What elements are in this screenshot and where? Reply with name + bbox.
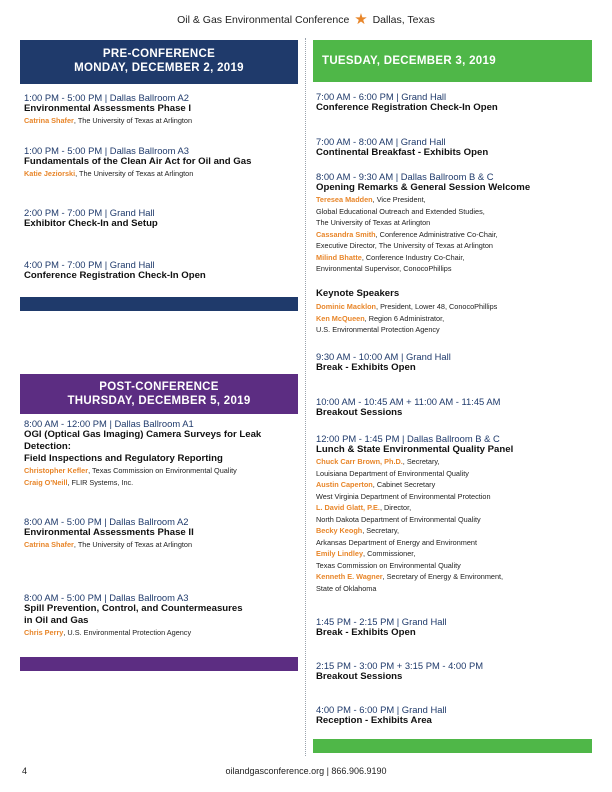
tue-reception bbox=[316, 704, 596, 727]
speaker-name: Dominic Macklon bbox=[316, 302, 377, 311]
speaker-role: , Commissioner, bbox=[363, 549, 416, 558]
session-title: Breakout Sessions bbox=[316, 407, 403, 418]
session-title-line-2: Detection: bbox=[24, 441, 71, 452]
session-speaker bbox=[316, 301, 596, 313]
session-speaker bbox=[316, 229, 596, 241]
session-speaker bbox=[24, 115, 296, 127]
tuesday-date: TUESDAY, DECEMBER 3, 2019 bbox=[322, 55, 496, 67]
speaker-name: Chris Perry bbox=[24, 628, 64, 637]
speaker-name: Kenneth E. Wagner bbox=[316, 572, 383, 581]
speaker-name: Emily Lindley bbox=[316, 549, 364, 558]
speaker-affiliation: North Dakota Department of Environmental Quality bbox=[316, 514, 481, 524]
speaker-name: Milind Bhatte bbox=[316, 252, 362, 262]
session-title: Fundamentals of the Clean Air Act for Oil and Gas bbox=[24, 156, 252, 167]
speaker-name: Ken McQueen bbox=[316, 313, 365, 323]
header-location: Dallas, Texas bbox=[372, 14, 435, 26]
session-time: 8:00 AM - 5:00 PM | Dallas Ballroom A2 bbox=[24, 516, 189, 527]
session-time: 8:00 AM - 12:00 PM | Dallas Ballroom A1 bbox=[24, 418, 194, 429]
speaker-name: Craig O'Neill bbox=[24, 477, 68, 487]
session-title: Reception - Exhibits Area bbox=[316, 715, 432, 726]
speaker-affiliation: Louisiana Department of Environmental Quality bbox=[316, 468, 469, 478]
session-time: 8:00 AM - 9:30 AM | Dallas Ballroom B & C bbox=[316, 171, 494, 182]
post-conference-date: THURSDAY, DECEMBER 5, 2019 bbox=[67, 395, 251, 407]
speaker-role: , Conference Industry Co-Chair, bbox=[361, 252, 465, 262]
session-title: Environmental Assessments Phase I bbox=[24, 103, 192, 114]
speaker-affiliation: , U.S. Environmental Protection Agency bbox=[63, 628, 192, 637]
star-icon: ★ bbox=[354, 11, 368, 28]
pre-session-4 bbox=[24, 259, 296, 282]
tuesday-footer-bar bbox=[313, 739, 592, 753]
footer-contact: oilandgasconference.org | 866.906.9190 bbox=[225, 766, 387, 776]
session-title: Breakout Sessions bbox=[316, 671, 403, 682]
session-speaker bbox=[316, 525, 596, 537]
speaker-name: Austin Caperton bbox=[316, 480, 373, 489]
session-title-line-1: OGI (Optical Gas Imaging) Camera Surveys for Leak bbox=[24, 429, 262, 440]
session-title: Opening Remarks & General Session Welcome bbox=[316, 182, 531, 193]
post-session-1 bbox=[24, 418, 296, 488]
speaker-name: Catrina Shafer bbox=[24, 540, 74, 549]
speaker-role: , Secretary, bbox=[362, 526, 400, 535]
pre-conference-date: MONDAY, DECEMBER 2, 2019 bbox=[74, 62, 244, 74]
tue-break-1 bbox=[316, 351, 596, 374]
session-speaker bbox=[24, 477, 296, 489]
session-title: Exhibitor Check-In and Setup bbox=[24, 218, 158, 229]
speaker-role: , Secretary, bbox=[402, 457, 440, 466]
speaker-affiliation: U.S. Environmental Protection Agency bbox=[316, 325, 440, 334]
speaker-affiliation: , President, Lower 48, ConocoPhillips bbox=[376, 302, 498, 311]
speaker-name: Cassandra Smith bbox=[316, 229, 376, 239]
speaker-name: Katie Jeziorski bbox=[24, 169, 76, 178]
speaker-affiliation: State of Oklahoma bbox=[316, 583, 377, 593]
pre-conference-label: PRE-CONFERENCE bbox=[102, 48, 216, 60]
tue-break-2 bbox=[316, 616, 596, 639]
session-speaker bbox=[316, 313, 596, 325]
speaker-name: Becky Keogh bbox=[316, 526, 363, 535]
tue-breakfast bbox=[316, 136, 596, 159]
post-conference-label: POST-CONFERENCE bbox=[99, 381, 219, 393]
session-speaker bbox=[316, 456, 596, 468]
session-speaker bbox=[24, 465, 296, 477]
session-title: Environmental Assessments Phase II bbox=[24, 527, 194, 538]
session-time: 1:00 PM - 5:00 PM | Dallas Ballroom A2 bbox=[24, 92, 190, 103]
pre-session-3 bbox=[24, 207, 296, 230]
tue-lunch-panel bbox=[316, 433, 596, 594]
speaker-role: , Director, bbox=[379, 503, 412, 512]
pre-session-2 bbox=[24, 145, 296, 180]
tue-opening-session bbox=[316, 171, 596, 275]
post-session-3 bbox=[24, 592, 296, 639]
tue-keynote bbox=[316, 288, 596, 336]
running-header bbox=[0, 10, 612, 28]
session-speaker bbox=[316, 194, 596, 206]
session-time: 8:00 AM - 5:00 PM | Dallas Ballroom A3 bbox=[24, 592, 189, 603]
session-time: 2:00 PM - 7:00 PM | Grand Hall bbox=[24, 207, 155, 218]
session-title: Continental Breakfast - Exhibits Open bbox=[316, 147, 489, 158]
page-number: 4 bbox=[22, 766, 28, 776]
session-title: Keynote Speakers bbox=[316, 288, 400, 299]
header-conference-name: Oil & Gas Environmental Conference bbox=[177, 14, 350, 26]
speaker-role: , Secretary of Energy & Environment, bbox=[382, 572, 504, 581]
speaker-affiliation: , The University of Texas at Arlington bbox=[75, 169, 194, 178]
session-time: 4:00 PM - 6:00 PM | Grand Hall bbox=[316, 704, 447, 715]
speaker-name: L. David Glatt, P.E. bbox=[316, 503, 380, 512]
tue-breakout-1 bbox=[316, 396, 596, 419]
session-time: 2:15 PM - 3:00 PM + 3:15 PM - 4:00 PM bbox=[316, 660, 484, 671]
speaker-name: Teresea Madden bbox=[316, 195, 373, 204]
session-title-line-1: Spill Prevention, Control, and Countermeasures bbox=[24, 603, 243, 614]
post-conference-banner bbox=[20, 374, 298, 414]
session-speaker bbox=[316, 502, 596, 514]
session-speaker bbox=[316, 479, 596, 491]
session-title: Lunch & State Environmental Quality Panel bbox=[316, 444, 514, 455]
session-time: 4:00 PM - 7:00 PM | Grand Hall bbox=[24, 259, 155, 270]
session-time: 7:00 AM - 8:00 AM | Grand Hall bbox=[316, 136, 446, 147]
session-time: 1:45 PM - 2:15 PM | Grand Hall bbox=[316, 616, 447, 627]
speaker-affiliation: , Texas Commission on Environmental Quality bbox=[88, 466, 237, 475]
session-time: 10:00 AM - 10:45 AM + 11:00 AM - 11:45 AM bbox=[316, 396, 501, 407]
column-divider bbox=[305, 38, 306, 756]
session-time: 1:00 PM - 5:00 PM | Dallas Ballroom A3 bbox=[24, 145, 190, 156]
session-time: 12:00 PM - 1:45 PM | Dallas Ballroom B & C bbox=[316, 433, 500, 444]
speaker-name: Chuck Carr Brown, Ph.D. bbox=[316, 457, 403, 466]
tue-registration bbox=[316, 91, 596, 114]
session-time: 9:30 AM - 10:00 AM | Grand Hall bbox=[316, 351, 451, 362]
session-title: Conference Registration Check-In Open bbox=[24, 270, 206, 281]
speaker-affiliation: , The University of Texas at Arlington bbox=[73, 116, 193, 125]
speaker-name: Christopher Kefler bbox=[24, 466, 89, 475]
speaker-affiliation: Texas Commission on Environmental Quality bbox=[316, 560, 461, 570]
speaker-role: , Cabinet Secretary bbox=[372, 480, 436, 489]
pre-conference-banner bbox=[20, 40, 298, 84]
speaker-name: Catrina Shafer bbox=[24, 116, 74, 125]
speaker-affiliation: , FLIR Systems, Inc. bbox=[67, 477, 134, 487]
session-title: Conference Registration Check-In Open bbox=[316, 102, 498, 113]
speaker-affiliation: Arkansas Department of Energy and Environment bbox=[316, 537, 478, 547]
tue-breakout-2 bbox=[316, 660, 596, 683]
post-session-2 bbox=[24, 516, 296, 551]
session-title: Break - Exhibits Open bbox=[316, 627, 416, 638]
session-title-line-3: Field Inspections and Regulatory Reporting bbox=[24, 453, 223, 464]
speaker-affiliation: Executive Director, The University of Texas at Arlington bbox=[316, 241, 493, 250]
session-speaker bbox=[316, 548, 596, 560]
speaker-role: , Region 6 Administrator, bbox=[364, 313, 445, 323]
pre-session-1 bbox=[24, 92, 296, 127]
speaker-affiliation: Global Educational Outreach and Extended Studies, bbox=[316, 206, 485, 216]
speaker-affiliation: Environmental Supervisor, ConocoPhillips bbox=[316, 264, 452, 273]
session-title-line-2: in Oil and Gas bbox=[24, 615, 89, 626]
session-speaker bbox=[24, 627, 296, 639]
speaker-affiliation: , The University of Texas at Arlington bbox=[73, 540, 193, 549]
session-speaker bbox=[316, 571, 596, 583]
speaker-affiliation: The University of Texas at Arlington bbox=[316, 218, 431, 227]
speaker-affiliation: West Virginia Department of Environmental Protection bbox=[316, 491, 491, 501]
session-speaker bbox=[316, 252, 596, 264]
session-time: 7:00 AM - 6:00 PM | Grand Hall bbox=[316, 91, 447, 102]
session-speaker bbox=[24, 168, 296, 180]
speaker-role: , Conference Administrative Co-Chair, bbox=[375, 229, 498, 239]
tuesday-banner bbox=[313, 40, 592, 82]
post-conference-footer-bar bbox=[20, 657, 298, 671]
speaker-role: , Vice President, bbox=[372, 195, 426, 204]
session-speaker bbox=[24, 539, 296, 551]
pre-conference-footer-bar bbox=[20, 297, 298, 311]
session-title: Break - Exhibits Open bbox=[316, 362, 416, 373]
